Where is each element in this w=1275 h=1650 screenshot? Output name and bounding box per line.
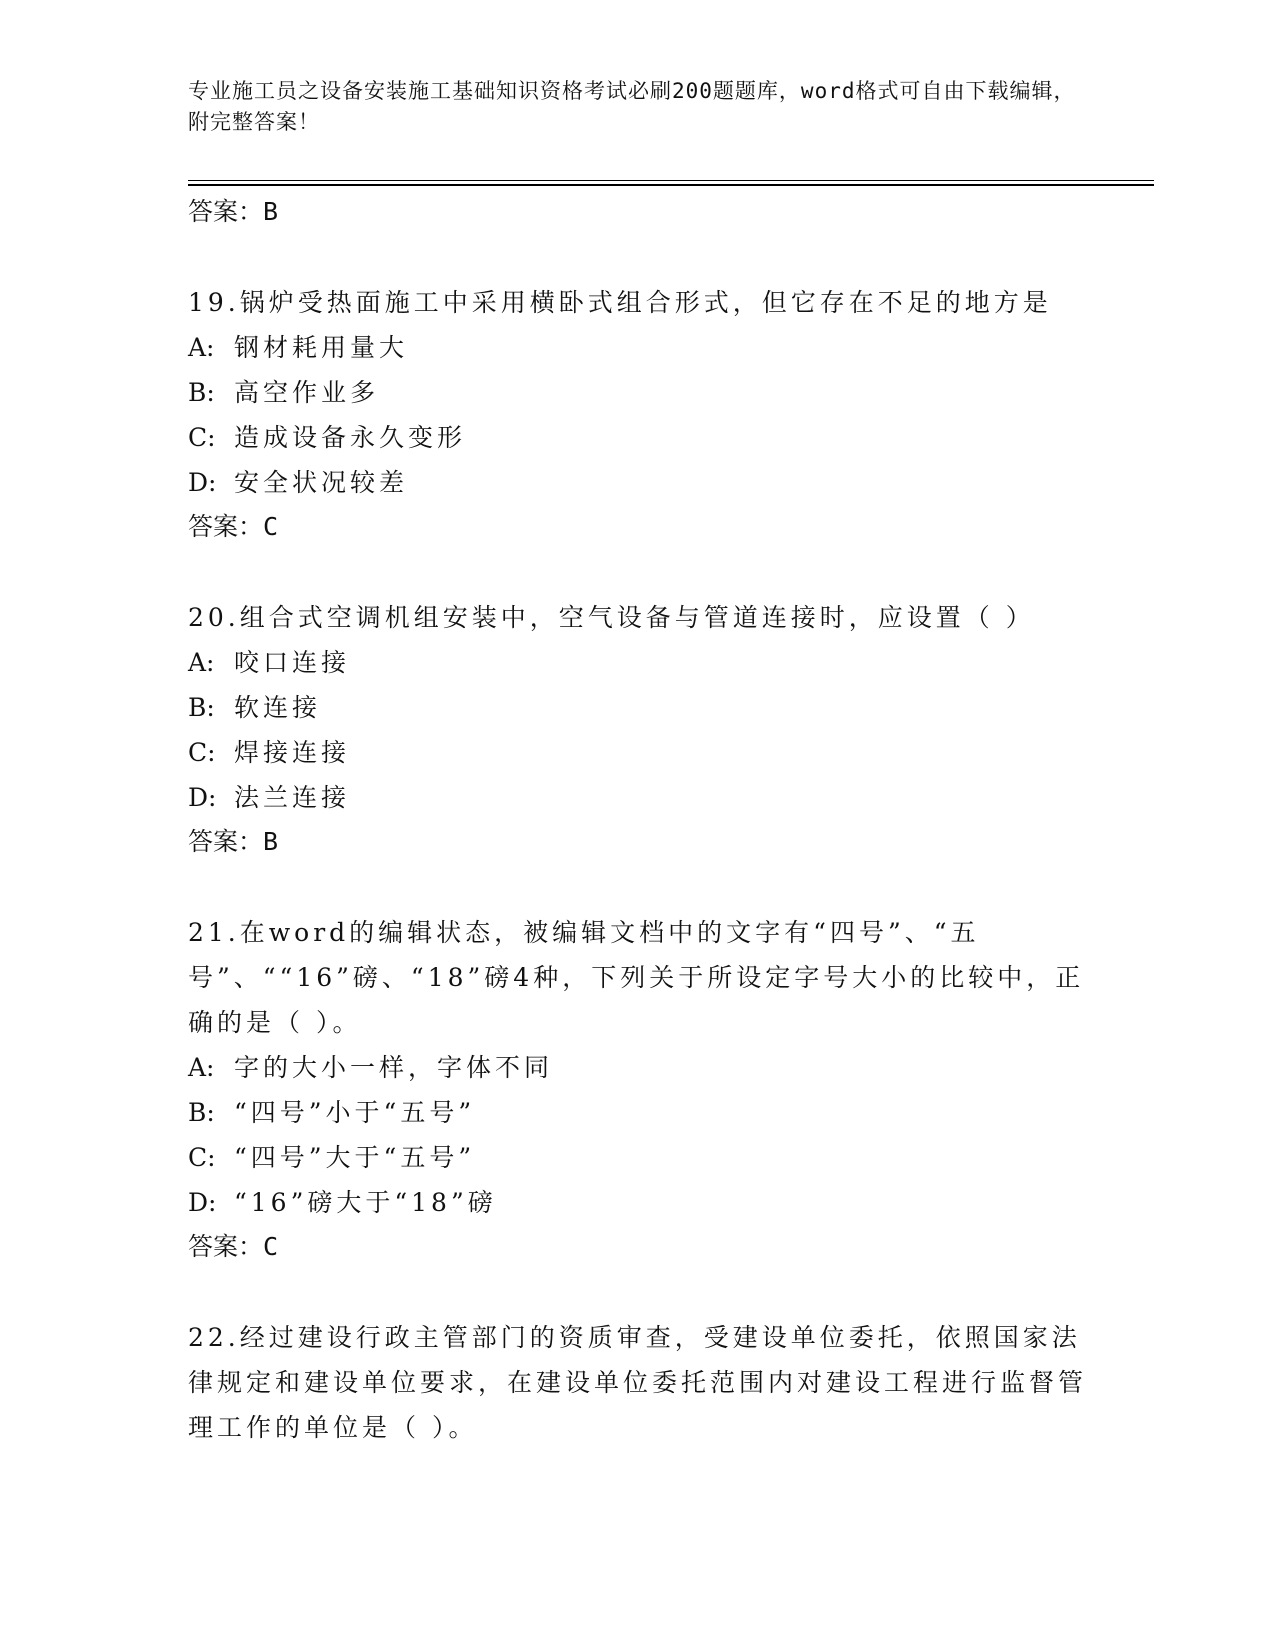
option-text: “四号”小于“五号”: [234, 1098, 476, 1127]
option-text: 钢材耗用量大: [234, 333, 409, 362]
option-a: [188, 1045, 1088, 1090]
question-answer: 答案：C: [188, 1232, 279, 1261]
option-key: A:: [188, 1053, 215, 1082]
option-text: “四号”大于“五号”: [234, 1143, 476, 1172]
previous-answer: 答案：B: [188, 197, 279, 226]
question-answer: 答案：C: [188, 512, 279, 541]
document-header: 专业施工员之设备安装施工基础知识资格考试必刷200题题库，word格式可自由下载编辑，附完整答案！: [188, 79, 1076, 134]
option-text: 焊接连接: [234, 738, 351, 767]
question-21: [188, 910, 1088, 1269]
option-c: [188, 415, 1088, 460]
header-rule-thick: [188, 184, 1154, 186]
option-text: 造成设备永久变形: [234, 423, 467, 452]
option-c: [188, 730, 1088, 775]
option-text: 法兰连接: [234, 783, 351, 812]
option-b: [188, 685, 1088, 730]
question-stem: 20.组合式空调机组安装中，空气设备与管道连接时，应设置（ ）: [188, 603, 1035, 632]
document-body: [188, 190, 1088, 1450]
option-text: 咬口连接: [234, 648, 351, 677]
option-key: C:: [188, 423, 216, 452]
option-text: 字的大小一样，字体不同: [234, 1053, 554, 1082]
option-d: [188, 775, 1088, 820]
option-key: D:: [188, 1188, 217, 1217]
question-22: [188, 1315, 1088, 1450]
question-stem: 22.经过建设行政主管部门的资质审查，受建设单位委托，依照国家法律规定和建设单位要求，在建设单位委托范围内对建设工程进行监督管理工作的单位是（ ）。: [188, 1323, 1088, 1442]
option-a: [188, 640, 1088, 685]
option-d: [188, 460, 1088, 505]
option-key: C:: [188, 738, 216, 767]
option-text: 软连接: [234, 693, 322, 722]
option-b: [188, 1090, 1088, 1135]
question-19: [188, 280, 1088, 549]
option-key: A:: [188, 333, 215, 362]
option-key: D:: [188, 783, 217, 812]
header-rule-thin: [188, 180, 1154, 181]
option-text: “16”磅大于“18”磅: [234, 1188, 497, 1217]
option-text: 高空作业多: [234, 378, 380, 407]
option-d: [188, 1180, 1088, 1225]
question-stem: 21.在word的编辑状态，被编辑文档中的文字有“四号”、“五号”、““16”磅、“18”磅4种，下列关于所设定字号大小的比较中，正确的是（ ）。: [188, 918, 1085, 1037]
option-key: D:: [188, 468, 217, 497]
option-a: [188, 325, 1088, 370]
option-key: C:: [188, 1143, 216, 1172]
option-key: B:: [188, 1098, 215, 1127]
question-answer: 答案：B: [188, 827, 279, 856]
option-b: [188, 370, 1088, 415]
option-key: A:: [188, 648, 215, 677]
option-key: B:: [188, 693, 215, 722]
option-text: 安全状况较差: [234, 468, 409, 497]
option-c: [188, 1135, 1088, 1180]
option-key: B:: [188, 378, 215, 407]
question-20: [188, 595, 1088, 864]
question-stem: 19.锅炉受热面施工中采用横卧式组合形式，但它存在不足的地方是: [188, 288, 1052, 317]
